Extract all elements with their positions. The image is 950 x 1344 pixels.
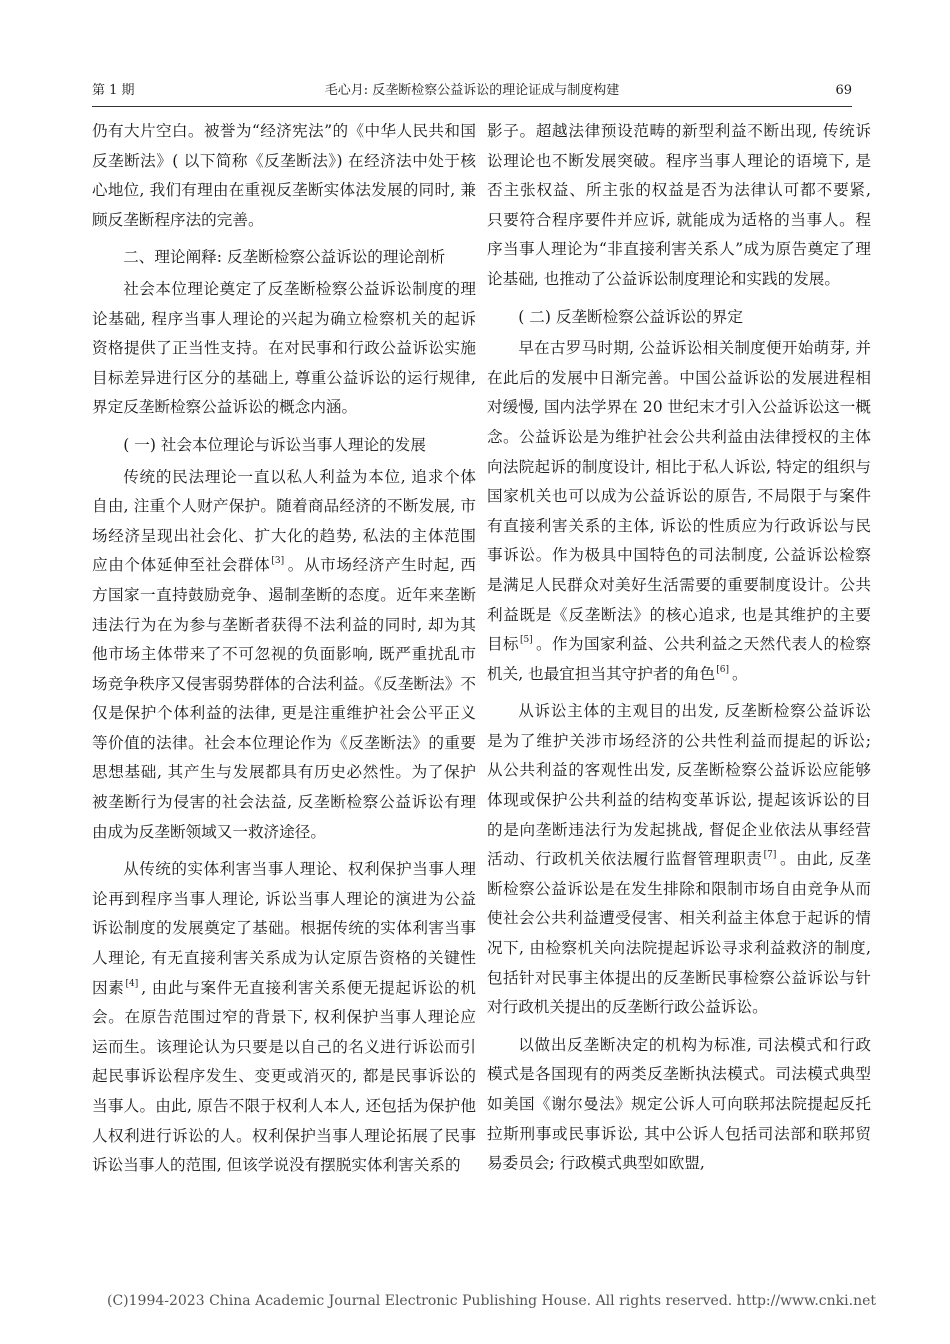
copyright-footer: (C)1994-2023 China Academic Journal Electronic Publishing House. All rights reserved. http://www.cnki.net	[107, 1293, 877, 1309]
citation-ref: [7]	[763, 850, 777, 861]
text-run: 从诉讼主体的主观目的出发, 反垄断检察公益诉讼是为了维护关涉市场经济的公共性利益而提起的诉讼; 从公共利益的客观性出发, 反垄断检察公益诉讼应能够体现或保护公共利益的结构变革诉讼, 提起该诉讼的目的是向垄断违法行为发起挑战, 督促企业依法从事经营活动、行政机关依法履行监督管理职责	[487, 702, 871, 869]
paragraph	[92, 855, 476, 1181]
paragraph: 以做出反垄断决定的机构为标准, 司法模式和行政模式是各国现有的两类反垄断执法模式。司法模式典型如美国《谢尔曼法》规定公诉人可向联邦法院提起反托拉斯刑事或民事诉讼, 其中公诉人包括司法部和联邦贸易委员会; 行政模式典型如欧盟,	[487, 1035, 871, 1173]
paragraph: 社会本位理论奠定了反垄断检察公益诉讼制度的理论基础, 程序当事人理论的兴起为确立检察机关的起诉资格提供了正当性支持。在对民事和行政公益诉讼实施目标差异进行区分的基础上, 尊重公益诉讼的运行规律, 界定反垄断检察公益诉讼的概念内涵。	[92, 279, 476, 417]
paragraph: 影子。超越法律预设范畴的新型利益不断出现, 传统诉讼理论也不断发展突破。程序当事人理论的语境下, 是否主张权益、所主张的权益是否为法律认可都不要紧, 只要符合程序要件并应诉, 就能成为适格的当事人。程序当事人理论为“非直接利害关系人”成为原告奠定了理论基础, 也推动了公益诉讼制度理论和实践的发展。	[487, 122, 871, 288]
text-run: 。从市场经济产生时起, 西方国家一直持鼓励竞争、遏制垄断的态度。近年来垄断违法行为在为参与垄断者获得不法利益的同时, 却为其他市场主体带来了不可忽视的负面影响, 既严重扰乱市场竞争秩序又侵害弱势群体的合法利益。《反垄断法》不仅是保护个体利益的法律, 更是注重维护社会公平正义等价值的法律。社会本位理论作为《反垄断法》的重要思想基础, 其产生与发展都具有历史必然性。为了保护被垄断行为侵害的社会法益, 反垄断检察公益诉讼有理由成为反垄断领域又一救济途径。	[92, 556, 476, 841]
citation-ref: [5]	[519, 635, 533, 646]
text-run: 传统的民法理论一直以私人利益为本位, 追求个体自由, 注重个人财产保护。随着商品经济的不断发展, 市场经济呈现出社会化、扩大化的趋势, 私法的主体范围应由个体延伸至社会群体	[92, 467, 476, 575]
running-header	[92, 76, 852, 107]
right-column	[487, 117, 871, 1179]
text-run: 。由此, 反垄断检察公益诉讼是在发生排除和限制市场自由竞争从而使社会公共利益遭受侵害、相关利益主体怠于起诉的情况下, 由检察机关向法院提起诉讼寻求利益救济的制度, 包括针对民事主体提出的反垄断民事检察公益诉讼与针对行政机关提出的反垄断行政公益诉讼。	[487, 850, 871, 1017]
running-title: 毛心月: 反垄断检察公益诉讼的理论证成与制度构建	[324, 83, 620, 98]
citation-ref: [3]	[271, 556, 285, 567]
text-run: 从传统的实体利害当事人理论、权利保护当事人理论再到程序当事人理论, 诉讼当事人理论的演进为公益诉讼制度的发展奠定了基础。根据传统的实体利害当事人理论, 有无直接利害关系成为认定原告资格的关键性因素	[92, 860, 476, 997]
page-number: 69	[835, 83, 852, 98]
paragraph	[487, 697, 871, 1023]
section-heading: 二、理论阐释: 反垄断检察公益诉讼的理论剖析	[123, 248, 446, 267]
paragraph: 仍有大片空白。被誉为“经济宪法”的《中华人民共和国反垄断法》( 以下简称《反垄断法》) 在经济法中处于核心地位, 我们有理由在重视反垄断实体法发展的同时, 兼顾反垄断程序法的完善。	[92, 122, 476, 229]
paragraph	[487, 334, 871, 689]
citation-ref: [6]	[716, 664, 729, 675]
paragraph	[92, 463, 476, 848]
text-run: , 由此与案件无直接利害关系便无提起诉讼的机会。在原告范围过窄的背景下, 权利保护当事人理论应运而生。该理论认为只要是以自己的名义进行诉讼而引起民事诉讼程序发生、变更或消灭的, 都是民事诉讼的当事人。由此, 原告不限于权利人本人, 还包括为保护他人权利进行诉讼的人。权利保护当事人理论拓展了民事诉讼当事人的范围, 但该学说没有摆脱实体利害关系的	[92, 978, 476, 1175]
text-run: 。	[731, 664, 748, 683]
issue-number: 第 1 期	[92, 83, 135, 98]
subsection-heading: ( 二) 反垄断检察公益诉讼的界定	[518, 307, 743, 326]
subsection-heading: ( 一) 社会本位理论与诉讼当事人理论的发展	[123, 435, 426, 454]
citation-ref: [4]	[125, 978, 139, 989]
text-run: 。作为国家利益、公共利益之天然代表人的检察机关, 也最宜担当其守护者的角色	[487, 635, 871, 683]
text-run: 早在古罗马时期, 公益诉讼相关制度便开始萌芽, 并在此后的发展中日渐完善。中国公益诉讼的发展进程相对缓慢, 国内法学界在 20 世纪末才引入公益诉讼这一概念。公益诉讼是为维护社会公共利益由法律授权的主体向法院起诉的制度设计, 相比于私人诉讼, 特定的组织与国家机关也可以成为公益诉讼的原告, 不局限于与案件有直接利害关系的主体, 诉讼的性质应为行政诉讼与民事诉讼。作为极具中国特色的司法制度, 公益诉讼检察是满足人民群众对美好生活需要的重要制度设计。公共利益既是《反垄断法》的核心追求, 也是其维护的主要目标	[487, 339, 871, 654]
left-column	[92, 117, 476, 1181]
